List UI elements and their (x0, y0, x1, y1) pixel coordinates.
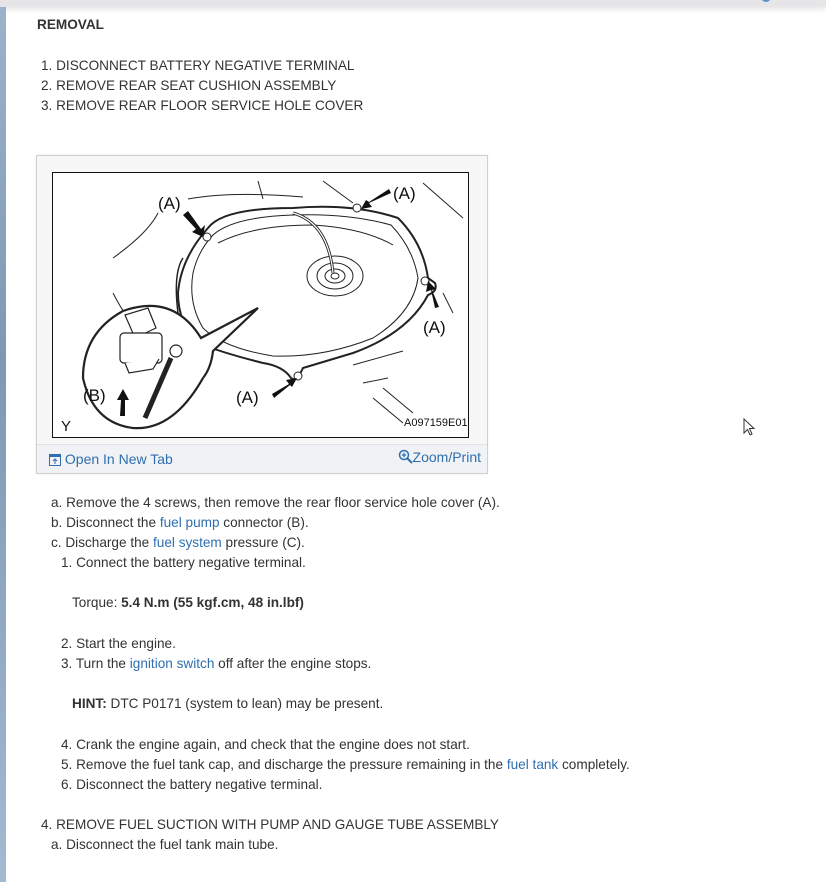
label-b: (B) (83, 386, 106, 405)
service-hole-cover-diagram[interactable] (52, 172, 469, 438)
torque-label: Torque: (72, 595, 122, 610)
left-edge-panel (0, 7, 6, 882)
substep-b-text-end: connector (B). (219, 515, 309, 530)
top-toolbar (0, 0, 826, 7)
discharge-step-1: 1. Connect the battery negative terminal. (61, 555, 306, 570)
figure-code: A097159E01 (404, 417, 468, 429)
hint-label: HINT: (72, 696, 107, 711)
label-a-bottom: (A) (236, 388, 259, 407)
discharge-step-2: 2. Start the engine. (61, 636, 176, 651)
step-1-disconnect-battery: 1. DISCONNECT BATTERY NEGATIVE TERMINAL (41, 58, 355, 73)
figure-footer (37, 444, 487, 473)
label-a-top-right: (A) (393, 184, 416, 203)
hint-text: DTC P0171 (system to lean) may be present. (106, 696, 384, 711)
discharge-step-4: 4. Crank the engine again, and check that the engine does not start. (61, 737, 470, 752)
figure-panel (36, 155, 488, 474)
fuel-tank-link[interactable]: fuel tank (506, 757, 559, 772)
substep-c (51, 533, 305, 553)
zoom-in-icon (398, 449, 413, 464)
discharge-step-5-text: 5. Remove the fuel tank cap, and discharge the pressure remaining in the (61, 757, 507, 772)
fuel-system-link[interactable]: fuel system (153, 535, 222, 550)
label-a-right: (A) (423, 318, 446, 337)
substep-c-text: c. Discharge the (51, 535, 153, 550)
open-in-new-tab-label: Open In New Tab (64, 451, 173, 467)
diagram-illustration (53, 173, 468, 437)
torque-value: 5.4 N.m (55 kgf.cm, 48 in.lbf) (121, 595, 304, 610)
label-y: Y (61, 418, 72, 435)
torque-spec (72, 593, 304, 613)
label-a-top-left: (A) (158, 194, 181, 213)
discharge-step-6: 6. Disconnect the battery negative terminal. (61, 777, 323, 792)
discharge-step-5 (61, 755, 630, 775)
discharge-step-3-text-end: off after the engine stops. (214, 656, 372, 671)
mouse-cursor-icon (743, 418, 757, 438)
step-4-substep-a: a. Disconnect the fuel tank main tube. (51, 837, 279, 852)
step-3-remove-service-hole-cover: 3. REMOVE REAR FLOOR SERVICE HOLE COVER (41, 98, 364, 113)
substep-b-text: b. Disconnect the (51, 515, 160, 530)
discharge-step-3 (61, 654, 371, 674)
step-4-remove-fuel-suction: 4. REMOVE FUEL SUCTION WITH PUMP AND GAUGE TUBE ASSEMBLY (41, 817, 499, 832)
hint (72, 694, 383, 714)
section-title: REMOVAL (37, 17, 104, 32)
fuel-pump-link[interactable]: fuel pump (159, 515, 220, 530)
discharge-step-3-text: 3. Turn the (61, 656, 130, 671)
toolbar-indicator (761, 0, 771, 2)
open-new-tab-icon (49, 454, 61, 466)
open-in-new-tab-link[interactable] (49, 451, 173, 467)
zoom-print-label: Zoom/Print (412, 449, 481, 465)
discharge-step-5-text-end: completely. (558, 757, 630, 772)
substep-a: a. Remove the 4 screws, then remove the rear floor service hole cover (A). (51, 495, 500, 510)
substep-c-text-end: pressure (C). (221, 535, 305, 550)
ignition-switch-link[interactable]: ignition switch (129, 656, 215, 671)
substep-b (51, 513, 309, 533)
zoom-print-link[interactable] (398, 449, 481, 465)
step-2-remove-rear-seat: 2. REMOVE REAR SEAT CUSHION ASSEMBLY (41, 78, 337, 93)
